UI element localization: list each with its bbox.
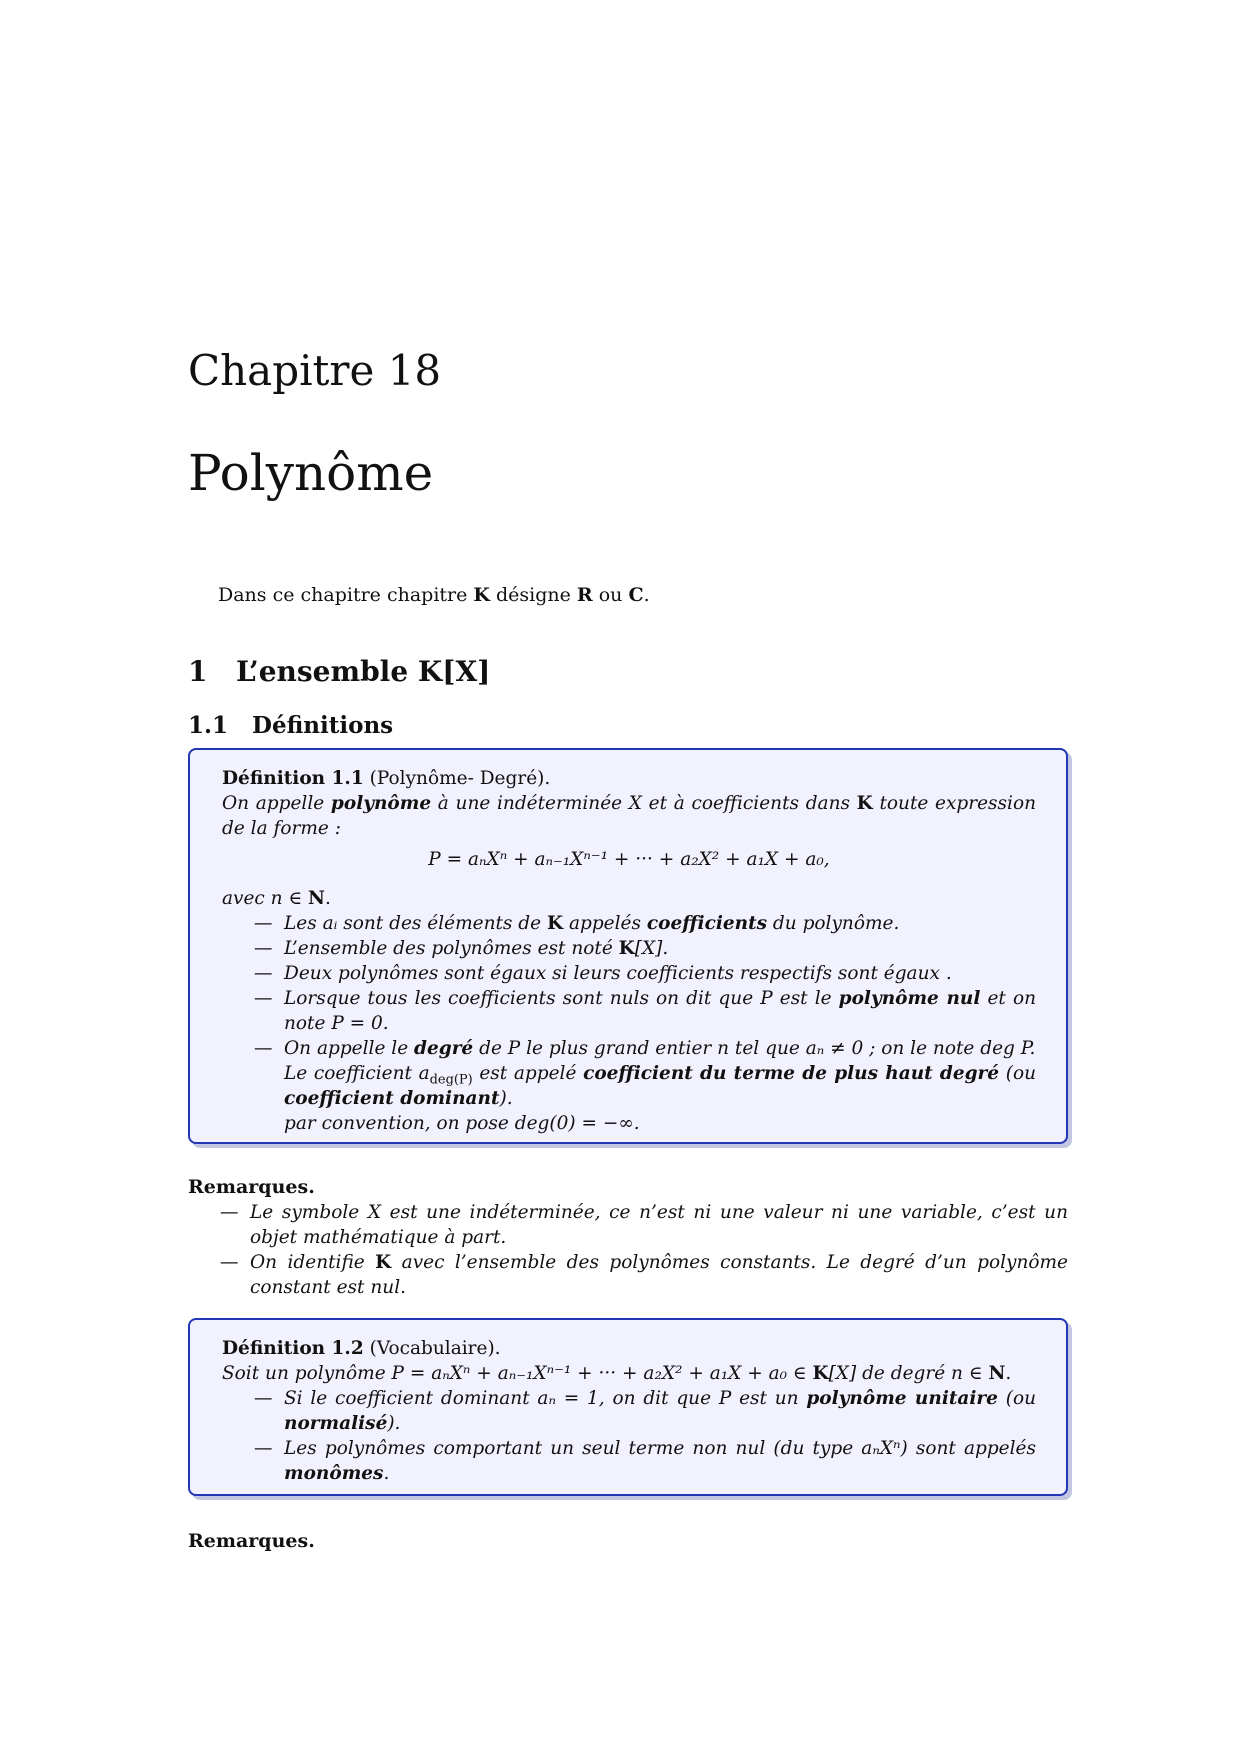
section-heading: [188, 655, 490, 688]
section-number: 1: [188, 655, 208, 688]
definition-text: On appelle polynôme à une indéterminée X et à coefficients dans K toute expression de la forme :: [222, 793, 1036, 839]
polynomial-formula: P = aₙXⁿ + aₙ₋₁Xⁿ⁻¹ + ··· + a₂X² + a₁X + a₀,: [428, 849, 830, 870]
subsection-number: 1.1: [188, 712, 229, 739]
list-item: — Le symbole X est une indéterminée, ce n’est ni une valeur ni une variable, c’est un objet mathématique à part.: [250, 1200, 1068, 1250]
definition-box-1: [188, 748, 1068, 1144]
section-title: L’ensemble K[X]: [236, 655, 491, 688]
subsection-title: Définitions: [252, 712, 394, 739]
list-item: — Si le coefficient dominant aₙ = 1, on dit que P est un polynôme unitaire (ou normalisé).: [284, 1386, 1036, 1436]
remarks-heading: Remarques.: [188, 1530, 315, 1552]
definition-box-2: [188, 1318, 1068, 1496]
list-item: — Les polynômes comportant un seul terme non nul (du type aₙXⁿ) sont appelés monômes.: [284, 1436, 1036, 1486]
chapter-label: Chapitre 18: [188, 346, 442, 395]
list-item: — L’ensemble des polynômes est noté K[X].: [284, 936, 1036, 961]
definition-list: [222, 1386, 1036, 1486]
intro-paragraph: Dans ce chapitre chapitre K désigne R ou C.: [218, 584, 650, 606]
list-item: — On identifie K avec l’ensemble des polynômes constants. Le degré d’un polynôme constant est nul.: [250, 1250, 1068, 1300]
subsection-heading: [188, 712, 393, 739]
chapter-title: Polynôme: [188, 444, 434, 502]
list-item: — Les aᵢ sont des éléments de K appelés coefficients du polynôme.: [284, 911, 1036, 936]
list-item: — Deux polynômes sont égaux si leurs coefficients respectifs sont égaux .: [284, 961, 1036, 986]
remarks-heading: Remarques.: [188, 1176, 315, 1198]
list-item: — Lorsque tous les coefficients sont nuls on dit que P est le polynôme nul et on note P = 0.: [284, 986, 1036, 1036]
list-item: — On appelle le degré de P le plus grand entier n tel que aₙ ≠ 0 ; on le note deg P. Le coefficient $a_{deg(P)}$ est appelé coefficient du terme de plus haut degré (ou coefficient dominant). par convention, on pose deg(0) = −∞.: [284, 1036, 1036, 1136]
definition-text: Soit un polynôme P = aₙXⁿ + aₙ₋₁Xⁿ⁻¹ + ··· + a₂X² + a₁X + a₀ ∈ K[X] de degré n ∈ N.: [222, 1363, 1012, 1384]
definition-heading: Définition 1.2 (Vocabulaire).: [222, 1338, 501, 1359]
remarks-list: [188, 1200, 1068, 1300]
definition-heading: Définition 1.1 (Polynôme- Degré).: [222, 768, 551, 789]
definition-list: [222, 911, 1036, 1136]
definition-text: avec n ∈ N.: [222, 888, 331, 909]
